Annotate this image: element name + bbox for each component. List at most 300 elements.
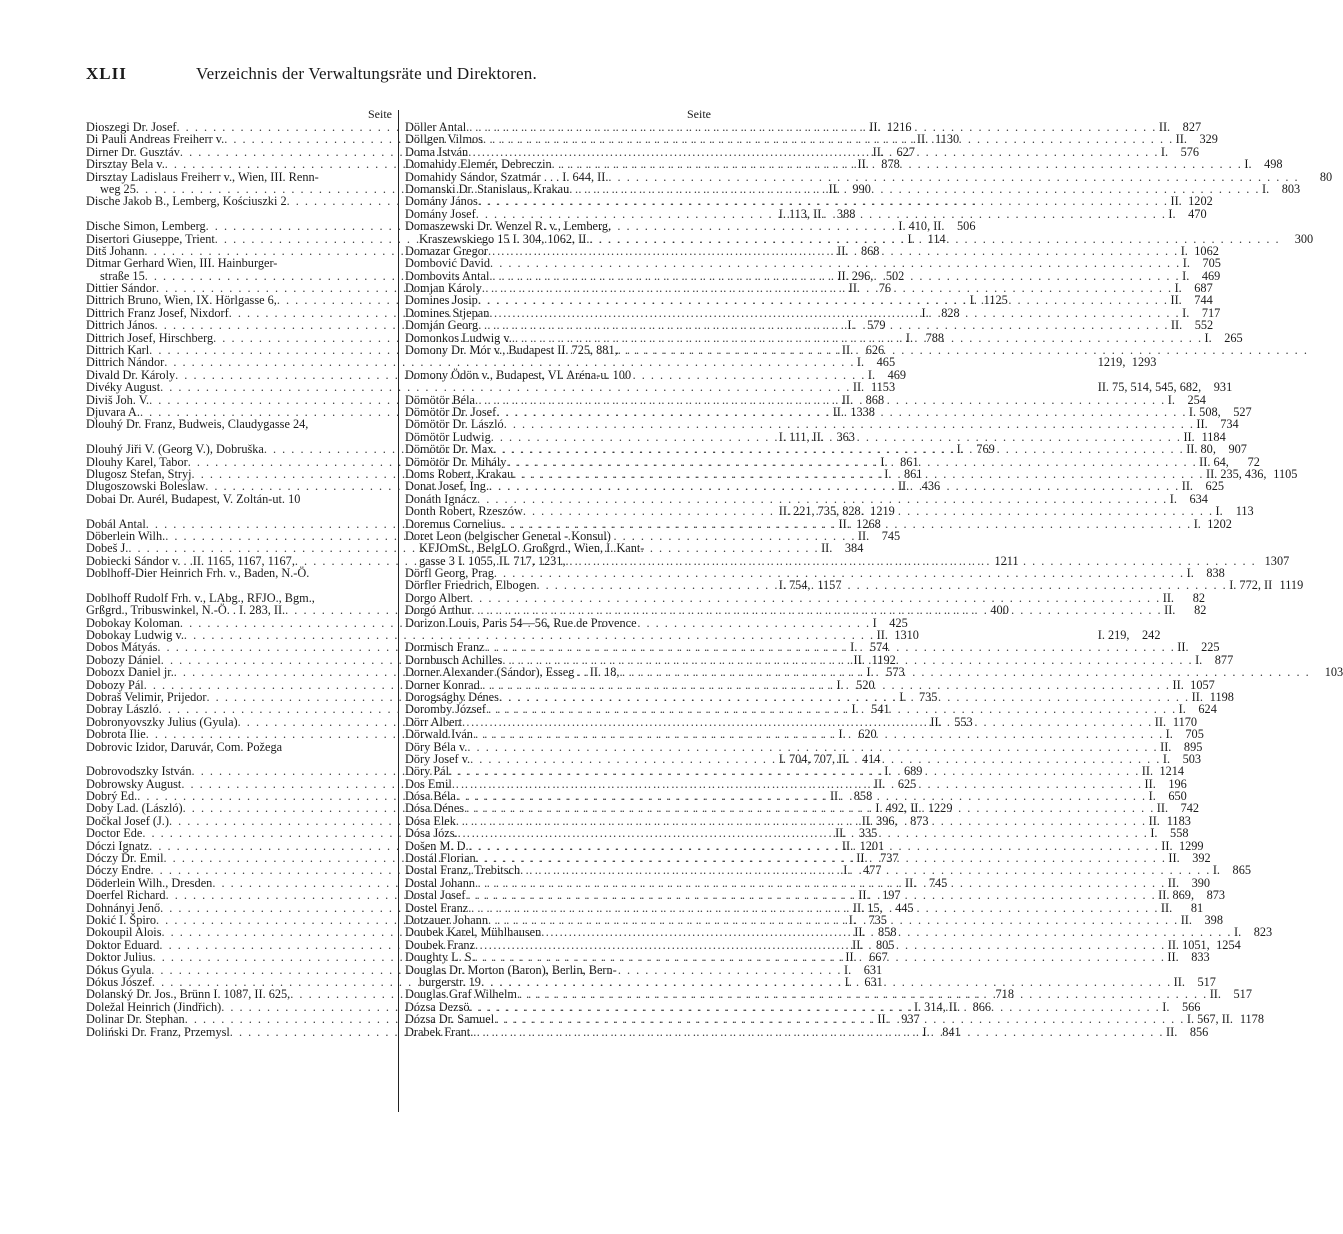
entry-page: 1229: [927, 801, 953, 816]
entry-name: Dömötör Béla: [405, 392, 476, 407]
entry-page: 254: [1187, 392, 1206, 407]
entry-name: Dotzauer Johann: [405, 913, 488, 927]
entry-name: Dittier Sándor: [86, 281, 157, 296]
entry-volume-ref: I. 314, II.: [913, 999, 961, 1014]
entry-volume-ref: II. 221, 735, 828.: [778, 504, 864, 519]
entry-name: Dobrota Ilie: [86, 727, 146, 742]
entry-page: 1254: [1216, 937, 1241, 952]
entry-page: 517: [1233, 987, 1252, 1002]
leader-dots: [490, 257, 1181, 269]
entry-page: 1178: [1239, 1012, 1264, 1027]
entry-page: 329: [1199, 132, 1218, 147]
entry-volume-ref: I.: [836, 677, 844, 692]
entry-page: 398: [1204, 913, 1223, 927]
entry-volume-ref: II.: [1141, 764, 1154, 779]
entry-volume-ref: I.: [843, 863, 851, 878]
entry-page: 566: [1181, 999, 1201, 1014]
index-entry-line: Doblhoff Rudolf Frh. v., LAbg., RFJO., Bgm.,: [86, 590, 315, 605]
entry-name: Domjan Károly: [405, 281, 482, 296]
entry-volume-ref: I: [872, 615, 877, 630]
entry-volume-ref: I.: [1148, 789, 1156, 804]
entry-name: Dittrich Nándor: [86, 355, 165, 370]
entry-name: Doubek Franz: [405, 937, 476, 952]
entry-name: Dobrý Ed.: [86, 789, 138, 804]
entry-volume-ref: I.: [969, 293, 977, 308]
entry-volume-ref: I. 567, II.: [1186, 1012, 1233, 1027]
entry-page: 76: [878, 281, 891, 296]
entry-name: Döry Béla v.: [405, 739, 468, 754]
entry-name: Dobraš Velimir, Prijedor: [86, 689, 207, 704]
entry-volume-ref: II.: [1177, 640, 1189, 655]
entry-name: gasse 3 I. 1055, II. 717, 1231,: [419, 553, 566, 568]
entry-name: Dlugoszowski Boleslaw: [86, 479, 206, 494]
entry-name: Djuvara A.: [86, 404, 140, 419]
entry-page: 82: [1194, 603, 1207, 618]
entry-name: Doktor Julius: [86, 950, 153, 965]
entry-page: 745: [881, 528, 901, 543]
entry-page: 1211: [994, 553, 1019, 568]
entry-name: Dobozy Pál: [86, 677, 144, 692]
entry-page: 907: [1228, 442, 1247, 457]
entry-page: 861: [903, 466, 923, 481]
entry-page: 1105: [1273, 466, 1298, 481]
entry-name: Dömötör Ludwig: [405, 429, 491, 444]
entry-volume-ref: I.: [899, 689, 907, 704]
entry-volume-ref: II.: [1180, 913, 1192, 927]
entry-volume-ref: I.: [921, 305, 929, 320]
entry-page: 390: [1191, 875, 1211, 890]
entry-name: Dostel Franz: [405, 900, 469, 915]
entry-name: Dioszegi Dr. Josef: [86, 120, 177, 134]
entry-page: 520: [856, 677, 875, 692]
entry-volume-ref: II.: [869, 120, 881, 134]
entry-volume-ref: II.: [835, 826, 847, 841]
entry-volume-ref: I.: [866, 665, 874, 680]
leader-dots: [552, 158, 1243, 170]
entry-name: Dömötör Dr. Mihály: [405, 454, 507, 469]
entry-page: 477: [862, 863, 882, 878]
entry-page: 425: [889, 615, 908, 630]
entry-name: Doughty L. S.: [405, 950, 475, 965]
entry-page: 734: [1220, 417, 1239, 432]
entry-volume-ref: II.: [848, 281, 860, 296]
entry-volume-ref: II.: [1175, 132, 1187, 147]
entry-name: Dobrovodszky István: [86, 764, 192, 779]
entry-page: 1198: [1209, 689, 1234, 704]
entry-volume-ref: II. 64,: [1199, 454, 1229, 469]
entry-volume-ref: I.: [1262, 181, 1270, 196]
entry-volume-ref: II.: [897, 479, 910, 494]
entry-volume-ref: II.: [1209, 987, 1221, 1002]
entry-name: Divéky August: [86, 380, 161, 395]
entry-volume-ref: I.: [922, 1024, 930, 1039]
entry-page: 838: [1206, 566, 1225, 581]
entry-volume-ref: II.: [1196, 417, 1208, 432]
entry-volume-ref: II.: [1160, 900, 1173, 915]
index-entry-line: Domaszewski Dr. Wenzel R. v., Lemberg,: [405, 219, 612, 234]
entry-name: Domazar Gregor: [405, 243, 488, 258]
leader-dots: [478, 319, 1169, 331]
entry-page: 687: [1194, 281, 1213, 296]
entry-name: Doma István: [405, 144, 469, 159]
entry-name: Dókus Gyula: [86, 962, 152, 977]
entry-volume-ref: II.: [1156, 801, 1169, 816]
entry-page: 895: [1183, 739, 1203, 754]
entry-volume-ref: II.: [1166, 1024, 1178, 1039]
entry-name: Döllgen Vilmos: [405, 132, 483, 147]
entry-page: 553: [954, 714, 973, 729]
entry-volume-ref: I.: [844, 974, 852, 989]
entry-volume-ref: II.: [841, 343, 854, 358]
entry-volume-ref: I.: [1168, 206, 1176, 221]
entry-name: Dorner Konrad: [405, 677, 480, 692]
entry-volume-ref: II.: [857, 528, 870, 543]
entry-volume-ref: II. 1051,: [1167, 937, 1210, 952]
leader-dots: [473, 1026, 1164, 1038]
leader-dots: [536, 579, 1227, 591]
entry-name: Dózsa Dezsö: [405, 999, 470, 1014]
leader-dots: [520, 864, 1211, 876]
entry-page: 823: [1253, 925, 1273, 940]
entry-volume-ref: I.: [847, 318, 855, 333]
entry-volume-ref: I. 704, 707, II.: [778, 751, 850, 766]
entry-name: Doerfel Richard: [86, 888, 166, 903]
entry-page: 469: [1201, 268, 1221, 283]
leader-dots: [465, 889, 1156, 901]
entry-page: 1201: [859, 838, 885, 853]
entry-page: 625: [1205, 479, 1224, 494]
entry-name: Domján Georg: [405, 318, 479, 333]
entry-page: 1338: [850, 404, 875, 419]
entry-name: Dittrich Karl: [86, 343, 150, 358]
entry-volume-ref: I.: [956, 442, 964, 457]
entry-page: 620: [858, 727, 877, 742]
entry-volume-ref: I.: [905, 330, 914, 345]
entry-page: 445: [895, 900, 914, 915]
entry-page: 735: [918, 689, 938, 704]
entry-name: Divald Dr. Károly: [86, 367, 176, 382]
entry-page: 705: [1202, 256, 1221, 271]
leader-dots: [473, 728, 1164, 740]
entry-page: 400: [990, 603, 1009, 618]
entry-volume-ref: I.: [1182, 256, 1190, 271]
entry-page: 841: [942, 1024, 961, 1039]
entry-name: Doms Robert, Krakau: [405, 466, 514, 481]
index-entry-line: Dobrovic Izidor, Daruvár, Com. Požega: [86, 739, 283, 754]
leader-dots: [489, 480, 1180, 492]
index-entry-line: KFJOmSt., BelgLO. Großgrd., Wien, I. Kant-: [419, 541, 645, 556]
entry-page: 631: [864, 974, 883, 989]
entry-name: Donat Josef, Ing.: [405, 479, 490, 494]
entry-name: Dittrich Bruno, Wien, IX. Hörlgasse 6,: [86, 293, 277, 308]
entry-page: 579: [867, 318, 886, 333]
entry-page: 576: [1180, 144, 1200, 159]
entry-page: 103: [1324, 665, 1343, 680]
entry-name: Domány János: [405, 194, 478, 209]
entry-name: Dirner Dr. Gusztáv: [86, 144, 180, 159]
entry-name: Dömötör Dr. Max: [405, 442, 494, 457]
entry-name: Kraszewskiego 15 I. 304, 1062, II.: [419, 231, 590, 246]
entry-page: 705: [1185, 727, 1204, 742]
entry-volume-ref: II.: [876, 628, 888, 643]
entry-volume-ref: I.: [850, 640, 858, 655]
index-entry-line: Doret Leon (belgischer General - Konsul): [405, 528, 611, 543]
entry-volume-ref: I. 492, II.: [875, 801, 922, 816]
entry-name: Dózsa Dr. Samuel: [405, 1012, 495, 1027]
leader-dots: [475, 951, 1166, 963]
entry-volume-ref: I.: [1167, 392, 1175, 407]
entry-page: 517: [1197, 974, 1216, 989]
index-entry-line: Ditmar Gerhard Wien, III. Hainburger-: [86, 256, 278, 271]
entry-page: 1202: [1188, 194, 1213, 209]
entry-name: Diviš Joh. V.: [86, 392, 150, 407]
entry-name: Doležal Heinrich (Jindřich): [86, 999, 222, 1014]
entry-name: Dobozy Dániel: [86, 652, 161, 667]
entry-page: 717: [1201, 305, 1221, 320]
entry-page: 718: [995, 987, 1014, 1002]
entry-volume-ref: II. 396,: [861, 813, 898, 828]
entry-page: 856: [1189, 1024, 1209, 1039]
entry-page: 388: [836, 206, 856, 221]
entry-name: Dobozx Daniel jr.: [86, 665, 174, 680]
entry-name: Dörfl Georg, Prag: [405, 566, 494, 581]
entry-volume-ref: I.: [1244, 157, 1252, 172]
entry-name: Dósa Józs.: [405, 826, 458, 841]
entry-page: 436: [921, 479, 941, 494]
entry-name: Došen M. D.: [405, 838, 469, 853]
entry-volume-ref: II.: [916, 132, 929, 147]
entry-page: 1293: [1131, 355, 1157, 370]
entry-name: Dohnányi Jenő: [86, 900, 161, 915]
entry-name: Dobál Antal: [86, 516, 146, 531]
entry-name: Dobokay Ludwig v.: [86, 628, 184, 643]
entry-name: Drabek Frant.: [405, 1024, 474, 1039]
entry-page: 873: [1206, 888, 1226, 903]
entry-name: Doctor Ede: [86, 826, 143, 841]
entry-name: Doubek Karel, Mühlhausen: [405, 925, 542, 940]
entry-volume-ref: I.: [1160, 144, 1169, 159]
entry-page: 114: [927, 231, 946, 246]
entry-name: Dormisch Franz: [405, 640, 485, 655]
entry-page: 527: [1233, 404, 1252, 419]
index-entry-line: Dirsztay Ladislaus Freiherr v., Wien, III. Renn-: [86, 169, 319, 184]
entry-volume-ref: II.: [877, 1012, 889, 1027]
entry-name: Döberlein Wilh.: [86, 528, 166, 543]
seite-label: Seite: [687, 107, 711, 121]
entry-page: 868: [860, 243, 880, 258]
entry-page: 574: [869, 640, 889, 655]
leader-dots: [618, 344, 1309, 356]
entry-volume-ref: I.: [1169, 491, 1177, 506]
entry-name: Dobronyovszky Julius (Gyula): [86, 714, 238, 729]
entry-name: Domony Dr. Mór v., Budapest II. 725, 881,: [405, 343, 618, 358]
entry-page: 81: [1190, 900, 1204, 915]
entry-volume-ref: I. 772, II: [1229, 578, 1273, 593]
entry-name: Doby Lad. (László): [86, 801, 183, 816]
entry-name: Dittrich Josef, Hirschberg: [86, 330, 214, 345]
entry-name: Grßgrd., Tribuswinkel, N.-Ö. . I. 283, II.: [86, 603, 286, 618]
entry-page: 805: [875, 937, 895, 952]
entry-page: 788: [925, 330, 945, 345]
entry-volume-ref: I.: [838, 727, 846, 742]
entry-page: 931: [1213, 380, 1233, 395]
leader-dots: [494, 1013, 1185, 1025]
index-entry-line: Doblhoff-Dier Heinrich Frh. v., Baden, N.-Ö.: [86, 566, 310, 581]
entry-volume-ref: I.: [856, 355, 865, 370]
entry-name: Di Pauli Andreas Freiherr v.: [86, 132, 225, 147]
entry-name: Domines Stjepan: [405, 305, 490, 320]
entry-volume-ref: II. 15,: [852, 900, 883, 915]
index-entry: [405, 417, 1239, 432]
entry-name: Doliński Dr. Franz, Przemysl: [86, 1024, 230, 1039]
entry-page: 624: [1198, 702, 1217, 717]
entry-volume-ref: II.: [1148, 813, 1160, 828]
entry-name: Dobokay Koloman: [86, 615, 180, 630]
entry-name: Doktor Eduard: [86, 937, 160, 952]
entry-page: 80: [1319, 169, 1333, 184]
leader-dots: [517, 988, 1208, 1000]
page-number: XLII: [86, 64, 127, 83]
entry-page: 1219: [870, 504, 895, 519]
entry-volume-ref: II. 296,: [837, 268, 874, 283]
entry-page: 625: [897, 776, 917, 791]
entry-page: 300: [1294, 231, 1314, 246]
entry-volume-ref: I.: [851, 702, 859, 717]
index-entry-line: Dobai Dr. Aurél, Budapest, V. Zoltán-ut. 10: [86, 491, 301, 506]
seite-label: Seite: [368, 107, 392, 121]
entry-name: Dóczy Dr. Emil: [86, 851, 164, 866]
entry-volume-ref: II.: [852, 937, 864, 952]
entry-name: Douglas Graf Wilhelm: [405, 987, 517, 1002]
entry-name: Dische Simon, Lemberg: [86, 219, 206, 234]
index-entry: [405, 256, 1221, 271]
entry-name: Dobos Mátyás: [86, 640, 158, 655]
entry-page: 803: [1281, 181, 1301, 196]
entry-name: Dobrowsky August: [86, 776, 182, 791]
entry-volume-ref: I.: [1180, 243, 1188, 258]
entry-name: Donth Robert, Rzeszów: [405, 504, 523, 519]
entry-name: Domanski Dr. Stanislaus, Krakau: [405, 181, 570, 196]
entry-name: Dobiecki Sándor v. . .II. 1165, 1167, 1167,: [86, 553, 295, 568]
entry-volume-ref: I.: [1165, 727, 1173, 742]
entry-page: 82: [1192, 590, 1205, 605]
entry-name: Dókus Jószef: [86, 974, 152, 989]
index-entry-line: Dlouhý Dr. Franz, Budweis, Claudygasse 24,: [86, 417, 309, 432]
leader-dots: [541, 926, 1232, 938]
entry-volume-ref: II.: [1183, 429, 1195, 444]
entry-volume-ref: II.: [1158, 120, 1171, 134]
entry-name: Dokoupil Alois: [86, 925, 162, 940]
entry-volume-ref: II.: [832, 404, 844, 419]
entry-page: 634: [1189, 491, 1208, 506]
entry-name: Döderlein Wilh., Dresden: [86, 875, 213, 890]
entry-name: Dósa Elek: [405, 813, 456, 828]
entry-volume-ref: I. 508,: [1188, 404, 1221, 419]
entry-page: 242: [1142, 628, 1161, 643]
index-entry: [86, 195, 392, 207]
index-entry-line: Douglas Dr. Morton (Baron), Berlin, Bern-: [405, 962, 617, 977]
entry-page: 737: [880, 851, 899, 866]
entry-page: 1268: [856, 516, 881, 531]
entry-name: Doremus Cornelius: [405, 516, 501, 531]
entry-page: 1125: [983, 293, 1008, 308]
entry-volume-ref: I.: [1193, 516, 1201, 531]
entry-name: Dočkal Josef (J.): [86, 813, 169, 828]
entry-volume-ref: II.: [1160, 739, 1172, 754]
entry-page: 1214: [1159, 764, 1185, 779]
entry-volume-ref: II.: [841, 392, 854, 407]
entry-page: 414: [861, 751, 881, 766]
entry-name: Dörr Albert: [405, 714, 463, 729]
entry-page: 265: [1224, 330, 1243, 345]
entry-page: 1130: [935, 132, 960, 147]
leader-dots: [486, 703, 1177, 715]
entry-name: Döry Pál: [405, 764, 450, 779]
leader-dots: [504, 418, 1195, 430]
entry-name: burgerstr. 19: [419, 974, 481, 989]
entry-volume-ref: I.: [1212, 863, 1220, 878]
entry-name: Domány Josef: [405, 206, 476, 221]
entry-name: Dlugosz Stefan, Stryj: [86, 466, 192, 481]
entry-volume-ref: II.: [1173, 974, 1185, 989]
entry-name: Domines Josip: [405, 293, 478, 308]
entry-page: 498: [1264, 157, 1283, 172]
entry-volume-ref: I.: [1178, 702, 1186, 717]
entry-volume-ref: 1219,: [1097, 355, 1126, 370]
entry-volume-ref: II.: [1170, 194, 1182, 209]
entry-page: 197: [882, 888, 901, 903]
entry-name: Dobray László: [86, 702, 159, 717]
entry-volume-ref: II.: [1168, 851, 1180, 866]
entry-page: 470: [1188, 206, 1207, 221]
entry-name: Dlouhy Karel, Tabor: [86, 454, 188, 469]
entry-name: Domahidy Elemér, Debreczin: [405, 157, 552, 172]
entry-name: Dósa Béla: [405, 789, 456, 804]
entry-page: 384: [844, 541, 864, 556]
entry-volume-ref: II.: [930, 714, 942, 729]
entry-volume-ref: II.: [905, 875, 917, 890]
entry-page: 503: [1182, 751, 1202, 766]
entry-volume-ref: II.: [1161, 838, 1173, 853]
entry-name: Dos Emil: [405, 776, 452, 791]
entry-page: 667: [869, 950, 888, 965]
entry-name: Dorogsághy Dénes: [405, 689, 499, 704]
entry-name: Dörwald Iván: [405, 727, 473, 742]
leader-dots: [449, 765, 1140, 777]
leader-dots: [478, 195, 1169, 207]
entry-page: 828: [941, 305, 960, 320]
entry-name: straße 15: [100, 268, 145, 283]
entry-volume-ref: I.: [1182, 268, 1190, 283]
entry-page: 1183: [1166, 813, 1191, 828]
entry-page: 689: [903, 764, 923, 779]
entry-volume-ref: I.: [843, 962, 852, 977]
entry-name: Dósa Dénes: [405, 801, 465, 816]
entry-page: 1310: [894, 628, 919, 643]
entry-page: 541: [871, 702, 890, 717]
entry-page: 1202: [1207, 516, 1232, 531]
entry-volume-ref: I.: [880, 454, 888, 469]
entry-page: 878: [881, 157, 900, 172]
index-entry-line: Domony Ödön v., Budapest, VI. Aréna-u. 100: [405, 367, 632, 382]
index-entry: [405, 344, 711, 356]
entry-page: 626: [865, 343, 885, 358]
entry-page: 196: [1168, 776, 1187, 791]
entry-page: 72: [1247, 454, 1260, 469]
entry-volume-ref: I.: [867, 367, 876, 382]
entry-page: 865: [1232, 863, 1251, 878]
page-title: Verzeichnis der Verwaltungsräte und Direktoren.: [196, 64, 537, 83]
